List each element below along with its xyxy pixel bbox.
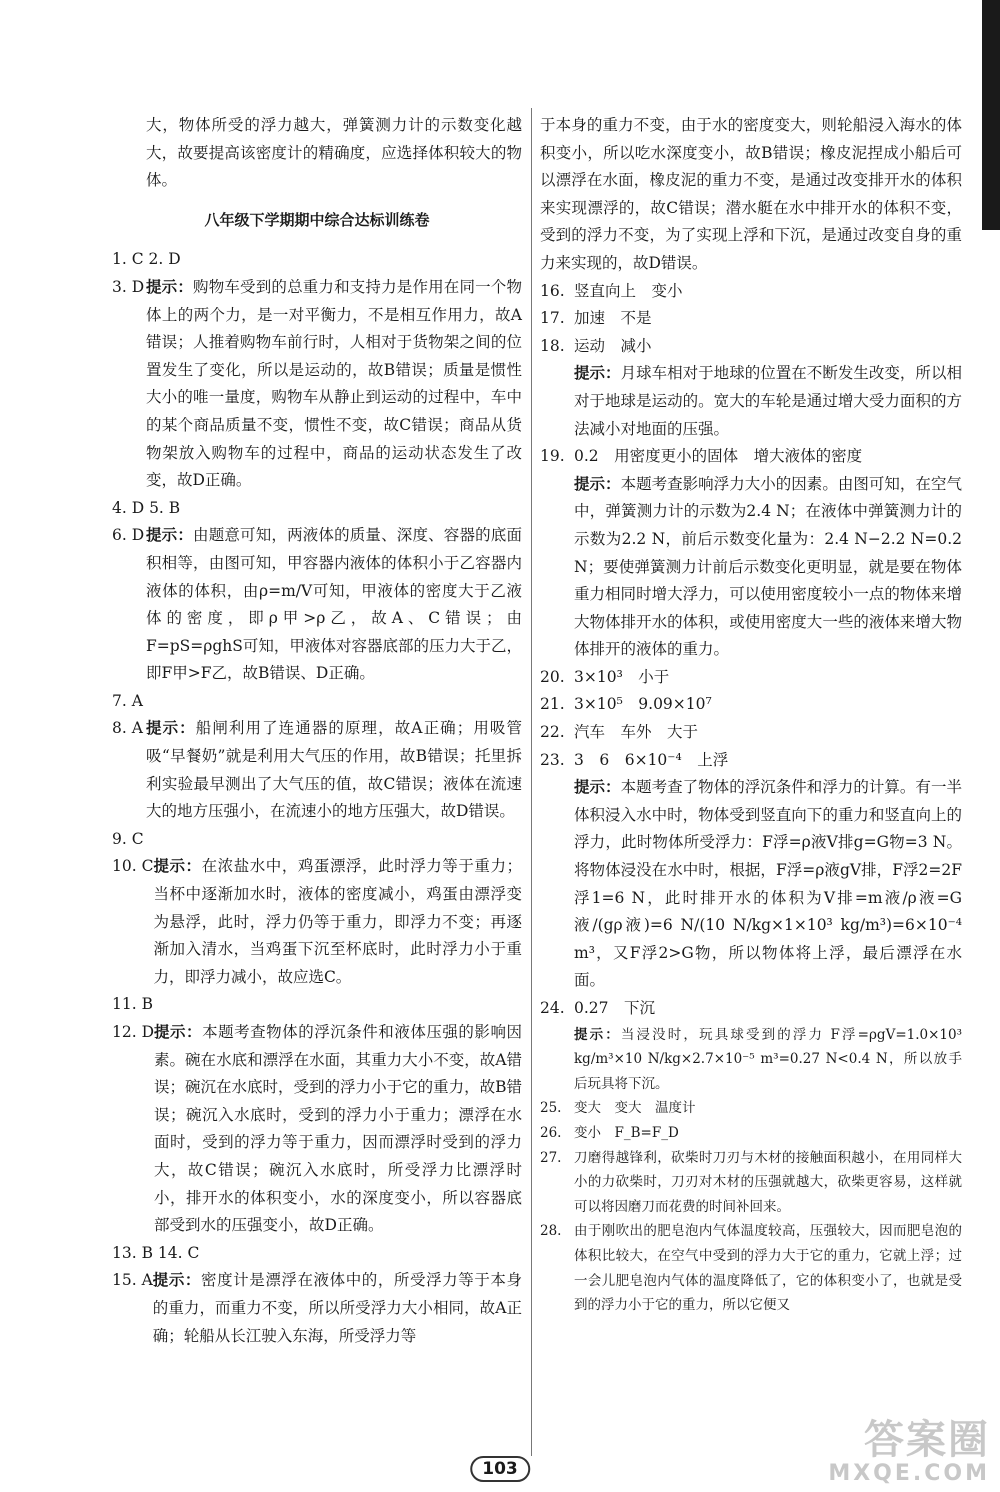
hint-label: 提示： xyxy=(146,719,196,738)
answer-text: 变大 变大 温度计 xyxy=(574,1100,696,1117)
answer-item xyxy=(112,1267,522,1350)
answer-number: 27. xyxy=(540,1149,562,1166)
answer-text: 汽车 车外 大于 xyxy=(574,723,699,742)
answer-number: 6. D xyxy=(112,526,145,545)
answer-item xyxy=(540,1219,962,1317)
answer-text: 由于刚吹出的肥皂泡内气体温度较高，压强较大，因而肥皂泡的体积比较大，在空气中受到的浮力大于它的重力，它就上浮；过一会儿肥皂泡内气体的温度降低了，它的体积变小了，也就是受到的浮力小于它的重力，所以它便又 xyxy=(574,1223,962,1314)
answer-item xyxy=(540,278,962,306)
answer-item xyxy=(112,495,522,523)
hint-label: 提示： xyxy=(146,526,194,545)
hint-label: 提示： xyxy=(574,778,621,797)
answer-item xyxy=(540,333,962,361)
answer-number: 17. xyxy=(540,309,565,328)
hint-label: 提示： xyxy=(574,474,621,493)
hint-block xyxy=(540,1023,962,1097)
answer-number: 7. A xyxy=(112,691,143,710)
hint-label: 提示： xyxy=(574,1026,621,1043)
answer-text: 3 6 6×10⁻⁴ 上浮 xyxy=(574,750,729,769)
answer-number: 16. xyxy=(540,281,565,300)
answer-number: 13. B 14. C xyxy=(112,1243,200,1262)
answer-item xyxy=(112,991,522,1019)
hint-text: 购物车受到的总重力和支持力是作用在同一个物体上的两个力，是一对平衡力，不是相互作用力，故A错误；人推着购物车前行时，人相对于货物架之间的位置发生了变化，所以是运动的，故B错误；质量是惯性大小的唯一量度，购物车从静止到运动的过程中，车中的某个商品质量不变，惯性不变，故C错误；商品从货物架放入购物车的过程中，商品的运动状态发生了改变，故D正确。 xyxy=(146,277,522,490)
answer-number: 22. xyxy=(540,723,565,742)
section-heading: 八年级下学期期中综合达标训练卷 xyxy=(204,210,430,229)
hint-text: 本题考查物体的浮沉条件和液体压强的影响因素。碗在水底和漂浮在水面，其重力大小不变，故A错误；碗沉在水底时，受到的浮力小于它的重力，故B错误；碗沉入水底时，受到的浮力小于重力；漂浮在水面时，受到的浮力等于重力，因而漂浮时受到的浮力大，故C错误；碗沉入水底时，所受浮力比漂浮时小，排开水的体积变小，水的深度变小，所以容器底部受到水的压强变小，故D正确。 xyxy=(154,1023,522,1235)
answer-number: 19. xyxy=(540,447,565,466)
answer-number: 21. xyxy=(540,695,565,714)
answer-item xyxy=(540,664,962,692)
answer-text: 变小 F_B=F_D xyxy=(574,1124,679,1141)
answer-text: 0.27 下沉 xyxy=(574,999,656,1017)
hint-text: 月球车相对于地球的位置在不断发生改变，所以相对于地球是运动的。宽大的车轮是通过增大受力面积的方法减小对地面的压强。 xyxy=(574,364,962,438)
answer-item xyxy=(540,305,962,333)
watermark-logo xyxy=(828,1418,990,1486)
answer-number: 8. A xyxy=(112,719,143,738)
answer-item xyxy=(540,747,962,775)
continued-text: 于本身的重力不变，由于水的密度变大，则轮船浸入海水的体积变小，所以吃水深度变小，故B错误；橡皮泥捏成小船后可以漂浮在水面，橡皮泥的重力不变，是通过改变排开水的体积来实现漂浮的，故C错误；潜水艇在水中排开水的体积不变，受到的浮力不变，为了实现上浮和下沉，是通过改变自身的重力来实现的，故D错误。 xyxy=(540,116,962,272)
answer-item xyxy=(540,691,962,719)
answer-item xyxy=(540,1121,962,1146)
hint-label: 提示： xyxy=(154,1023,203,1041)
answer-text: 竖直向上 变小 xyxy=(574,281,683,300)
answer-text: 3×10³ 小于 xyxy=(574,667,670,686)
answer-number: 3. D xyxy=(112,277,145,296)
answer-number: 1. C 2. D xyxy=(112,250,181,269)
answer-number: 25. xyxy=(540,1100,562,1117)
left-intro-text: 大，物体所受的浮力越大，弹簧测力计的示数变化越大，故要提高该密度计的精确度，应选择体积较大的物体。 xyxy=(146,116,522,190)
answer-number: 12. D xyxy=(112,1023,155,1041)
watermark-sub: MXQE.COM xyxy=(828,1461,990,1486)
hint-label: 提示： xyxy=(152,1271,202,1290)
answer-text: 3×10⁵ 9.09×10⁷ xyxy=(574,695,712,714)
left-column xyxy=(112,112,522,1350)
answer-item xyxy=(112,715,522,825)
hint-block xyxy=(540,471,962,664)
answer-item xyxy=(540,443,962,471)
answer-text: 运动 减小 xyxy=(574,336,652,355)
hint-label: 提示： xyxy=(574,364,621,383)
answer-item xyxy=(112,246,522,274)
answer-item xyxy=(112,522,522,688)
hint-label: 提示： xyxy=(153,857,202,876)
hint-block xyxy=(540,774,962,995)
answer-item xyxy=(540,1096,962,1121)
column-divider xyxy=(531,108,532,1456)
answer-number: 4. D 5. B xyxy=(112,498,181,517)
answer-item xyxy=(540,995,962,1023)
answer-number: 11. B xyxy=(112,995,153,1014)
right-column xyxy=(540,112,962,1318)
answer-item xyxy=(540,1146,962,1220)
hint-text: 在浓盐水中，鸡蛋漂浮，此时浮力等于重力；当杯中逐渐加水时，液体的密度减小，鸡蛋由漂浮变为悬浮，此时，浮力仍等于重力，即浮力不变；再逐渐加入清水，当鸡蛋下沉至杯底时，此时浮力小于重力，即浮力减小，故应选C。 xyxy=(153,857,522,986)
hint-text: 本题考查影响浮力大小的因素。由图可知，在空气中，弹簧测力计的示数为2.4 N；在液体中弹簧测力计的示数为2.2 N，前后示数变化量为：2.4 N−2.2 N=0.2 N；要使弹簧测力计前后示数变化更明显，就是要在物体重力相同时增大浮力，可以使用密度较小一点的物体来增大物体排开水的体积，或使用密度大一些的液体来增大物体排开的液体的重力。 xyxy=(574,474,962,659)
watermark-main: 答案圈 xyxy=(864,1417,990,1463)
answer-item xyxy=(112,826,522,854)
answer-item xyxy=(112,853,522,991)
answer-item xyxy=(112,1240,522,1268)
answer-number: 26. xyxy=(540,1124,562,1141)
answer-number: 24. xyxy=(540,999,565,1017)
hint-label: 提示： xyxy=(146,277,194,296)
answer-number: 15. A xyxy=(112,1271,153,1290)
answer-text: 加速 不是 xyxy=(574,309,652,328)
answer-number: 9. C xyxy=(112,829,144,848)
answer-number: 20. xyxy=(540,667,565,686)
answer-number: 23. xyxy=(540,750,565,769)
answer-number: 18. xyxy=(540,336,565,355)
answer-item xyxy=(540,719,962,747)
page-number: 103 xyxy=(470,1456,530,1482)
hint-text: 本题考查了物体的浮沉条件和浮力的计算。有一半体积浸入水中时，物体受到竖直向下的重力和竖直向上的浮力，此时物体所受浮力：F浮=ρ液V排g=G物=3 N。将物体浸没在水中时，根据，F浮=ρ液gV排，F浮2=2F浮1=6 N，此时排开水的体积为V排=m液/ρ液=G液/(gρ液)=6 N/(10 N/kg×1×10³ kg/m³)=6×10⁻⁴ m³，又F浮2>G物，所以物体将上浮，最后漂浮在水面。 xyxy=(574,778,962,990)
answer-number: 28. xyxy=(540,1223,562,1240)
page-edge-bar xyxy=(982,0,1000,230)
hint-text: 密度计是漂浮在液体中的，所受浮力等于本身的重力，而重力不变，所以所受浮力大小相同，故A正确；轮船从长江驶入东海，所受浮力等 xyxy=(152,1271,522,1345)
hint-text: 由题意可知，两液体的质量、深度、容器的底面积相等，由图可知，甲容器内液体的体积小于乙容器内液体的体积，由ρ=m/V可知，甲液体的密度大于乙液体的密度，即ρ甲>ρ乙，故A、C错误；由F=pS=ρghS可知，甲液体对容器底部的压力大于乙，即F甲>F乙，故B错误、D正确。 xyxy=(146,526,522,683)
answer-item xyxy=(112,688,522,716)
answer-item xyxy=(112,274,522,495)
answer-text: 0.2 用密度更小的固体 增大液体的密度 xyxy=(574,447,863,466)
hint-block xyxy=(540,360,962,443)
answer-item xyxy=(112,1019,522,1240)
hint-text: 当浸没时，玩具球受到的浮力 F浮=ρgV=1.0×10³ kg/m³×10 N/kg×2.7×10⁻⁵ m³=0.27 N<0.4 N，所以放手后玩具将下沉。 xyxy=(574,1026,963,1092)
answer-text: 刀磨得越锋利，砍柴时刀刃与木材的接触面积越小，在用同样大小的力砍柴时，刀刃对木材的压强就越大，砍柴更容易，这样就可以将因磨刀而花费的时间补回来。 xyxy=(574,1149,962,1215)
hint-text: 船闸利用了连通器的原理，故A正确；用吸管吸“早餐奶”就是利用大气压的作用，故B错误；托里拆利实验最早测出了大气压的值，故C错误；液体在流速大的地方压强小，在流速小的地方压强大，故D错误。 xyxy=(146,719,522,821)
answer-number: 10. C xyxy=(112,857,154,876)
